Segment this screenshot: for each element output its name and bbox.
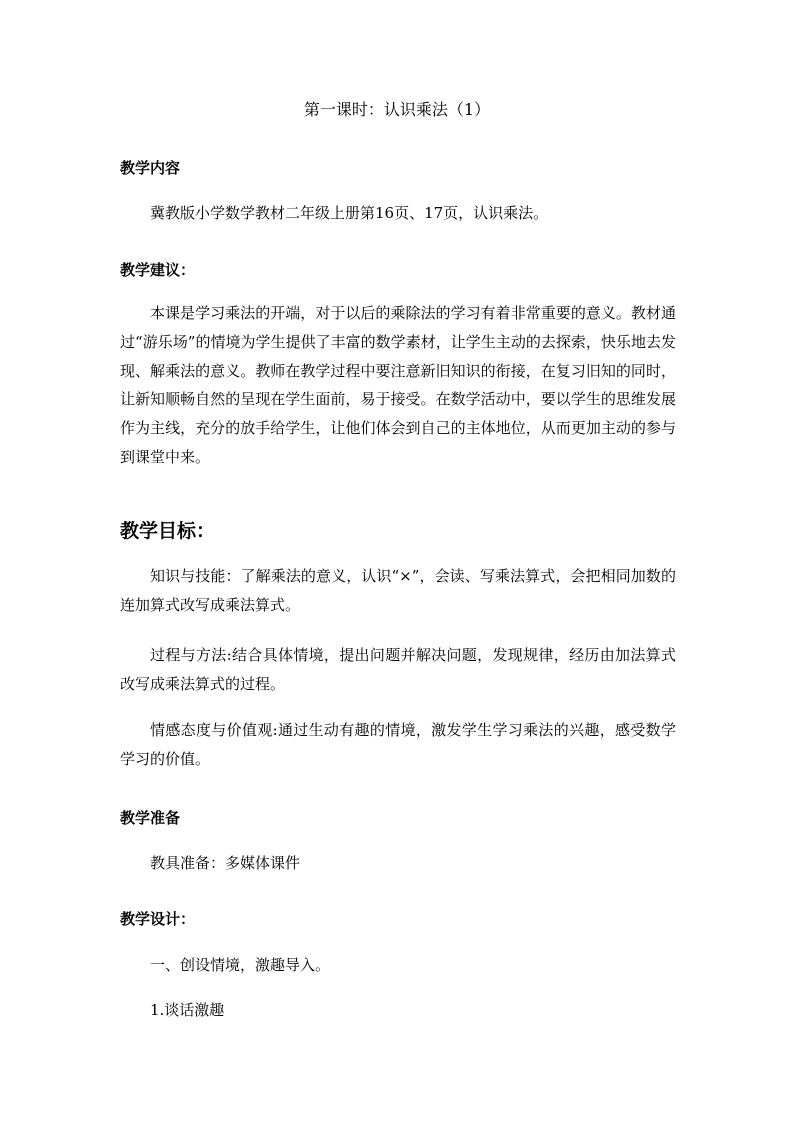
heading-teaching-goals: 教学目标： xyxy=(120,520,216,542)
teaching-prep-text: 教具准备：多媒体课件 xyxy=(150,854,301,872)
paragraph-teaching-advice: 本课是学习乘法的开端，对于以后的乘除法的学习有着非常重要的意义。教材通过“游乐场”的情境为学生提供了丰富的数学素材，让学生主动的去探索，快乐地去发现、解乘法的意义。教师在教学过程中要注意新旧知识的衔接，在复习旧知的同时，让新知顺畅自然的呈现在学生面前，易于接受。在数学活动中，要以学生的思维发展作为主线，充分的放手给学生，让他们体会到自己的主体地位，从而更加主动的参与到课堂中来。 xyxy=(120,304,676,466)
heading-teaching-advice: 教学建议： xyxy=(120,261,196,279)
design-step-1: 一、创设情境，激趣导入。 xyxy=(150,956,331,974)
goal-knowledge-skills: 知识与技能：了解乘法的意义，认识“×”，会读、写乘法算式，会把相同加数的连加算式改写成乘法算式。 xyxy=(120,567,676,614)
paragraph-teaching-content: 冀教版小学数学教材二年级上册第16页、17页，认识乘法。 xyxy=(150,204,549,222)
heading-teaching-design: 教学设计： xyxy=(120,910,196,928)
heading-teaching-content: 教学内容 xyxy=(120,159,181,177)
page-title: 第一课时：认识乘法（1） xyxy=(303,100,491,119)
heading-teaching-prep: 教学准备 xyxy=(120,809,181,827)
goal-process-methods: 过程与方法:结合具体情境，提出问题并解决问题，发现规律，经历由加法算式改写成乘法算式的过程。 xyxy=(120,646,676,693)
goal-emotion-values: 情感态度与价值观:通过生动有趣的情境，激发学生学习乘法的兴趣，感受数学学习的价值。 xyxy=(120,721,676,768)
design-step-1-1: 1.谈话激趣 xyxy=(150,1001,225,1019)
